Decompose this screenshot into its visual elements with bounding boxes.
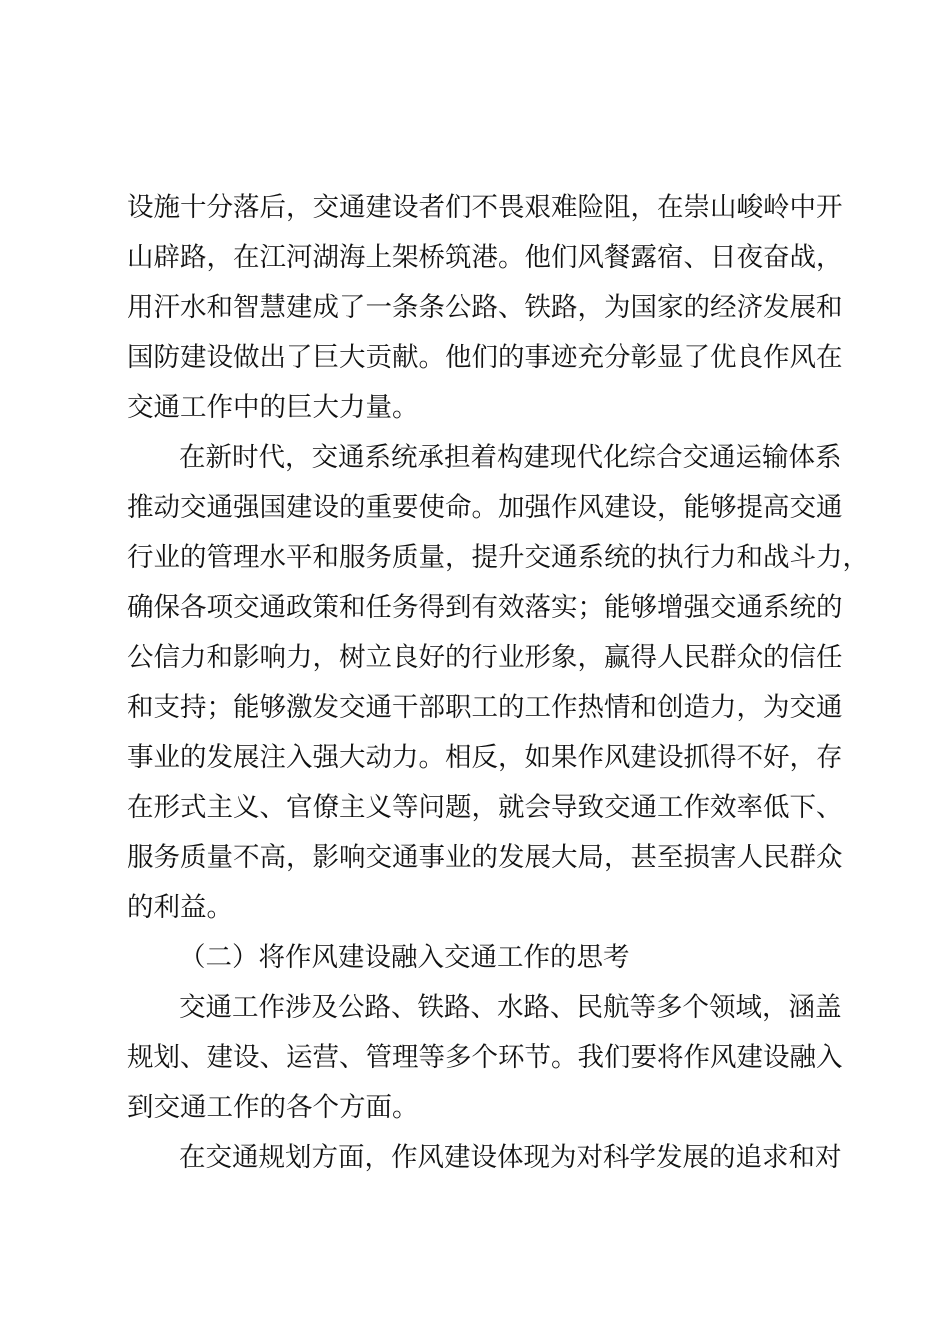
- text-line: 国防建设做出了巨大贡献。他们的事迹充分彰显了优良作风在: [127, 342, 843, 373]
- text-line: 山辟路，在江河湖海上架桥筑港。他们风餐露宿、日夜奋战，: [127, 242, 843, 273]
- text-line: 推动交通强国建设的重要使命。加强作风建设，能够提高交通: [127, 492, 843, 523]
- text-line: 用汗水和智慧建成了一条条公路、铁路，为国家的经济发展和: [127, 292, 843, 323]
- paragraph-first-line: 在新时代，交通系统承担着构建现代化综合交通运输体系: [179, 442, 842, 473]
- paragraph-first-line: 在交通规划方面，作风建设体现为对科学发展的追求和对: [179, 1142, 842, 1173]
- text-line: 规划、建设、运营、管理等多个环节。我们要将作风建设融入: [127, 1042, 843, 1073]
- text-line: 和支持；能够激发交通干部职工的工作热情和创造力，为交通: [127, 692, 843, 723]
- text-line: 的利益。: [127, 892, 233, 923]
- text-line: 确保各项交通政策和任务得到有效落实；能够增强交通系统的: [127, 592, 843, 623]
- text-line: 事业的发展注入强大动力。相反，如果作风建设抓得不好，存: [127, 742, 843, 773]
- body-text: [127, 183, 869, 1183]
- text-line: 在形式主义、官僚主义等问题，就会导致交通工作效率低下、: [127, 792, 843, 823]
- text-line: 到交通工作的各个方面。: [127, 1092, 419, 1123]
- text-line: 交通工作中的巨大力量。: [127, 392, 419, 423]
- text-line: 行业的管理水平和服务质量，提升交通系统的执行力和战斗力，: [127, 542, 869, 573]
- section-heading: （二）将作风建设融入交通工作的思考: [179, 942, 630, 973]
- text-line: 公信力和影响力，树立良好的行业形象，赢得人民群众的信任: [127, 642, 843, 673]
- text-line: 服务质量不高，影响交通事业的发展大局，甚至损害人民群众: [127, 842, 843, 873]
- paragraph-first-line: 交通工作涉及公路、铁路、水路、民航等多个领域，涵盖: [179, 992, 842, 1023]
- text-line: 设施十分落后，交通建设者们不畏艰难险阻，在崇山峻岭中开: [127, 192, 843, 223]
